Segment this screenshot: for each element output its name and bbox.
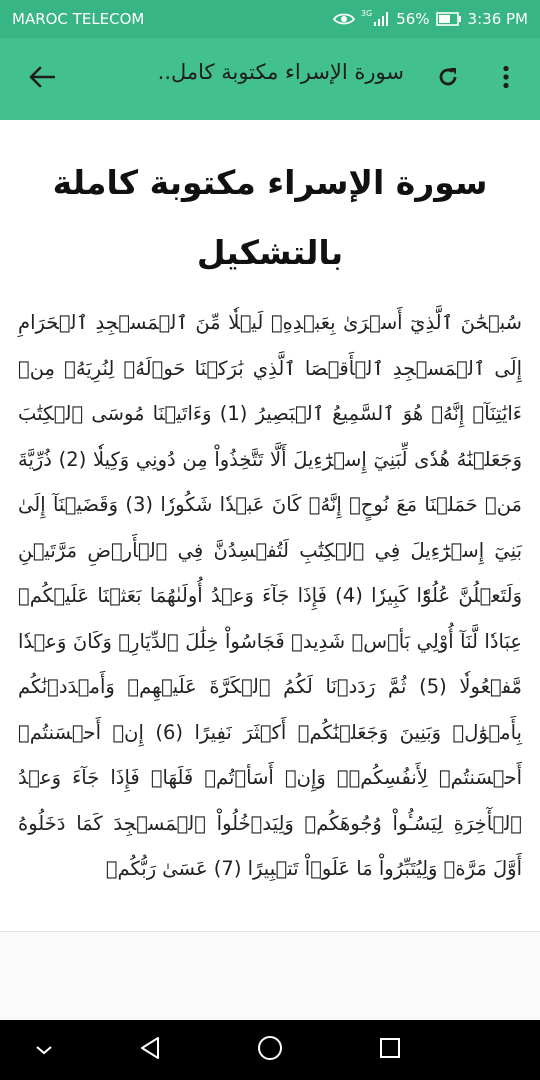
status-icons <box>333 10 528 28</box>
eye-icon <box>333 12 355 26</box>
network-type: 3G <box>360 8 373 18</box>
overflow-menu-button[interactable] <box>478 51 534 107</box>
hide-nav-button[interactable] <box>24 1030 64 1070</box>
chevron-down-icon <box>35 1041 53 1060</box>
clock: 3:36 PM <box>467 10 528 28</box>
signal-icon <box>374 12 390 26</box>
refresh-button[interactable] <box>420 51 476 107</box>
back-arrow-icon <box>29 66 55 92</box>
article-view[interactable] <box>0 120 540 932</box>
home-circle-icon <box>257 1035 283 1065</box>
article-title: سورة الإسراء مكتوبة كاملة بالتشكيل <box>52 163 488 272</box>
back-triangle-icon <box>139 1036 161 1064</box>
battery-icon <box>436 12 462 26</box>
status-bar <box>0 0 540 38</box>
article-body: سُبۡحَٰنَ ٱلَّذِيٓ أَسۡرَىٰ بِعَبۡدِهِۦ لَيۡلٗا مِّنَ ٱلۡمَسۡجِدِ ٱلۡحَرَامِ إِلَى ٱلۡمَسۡجِدِ ٱلۡأَقۡصَا ٱلَّذِي بَٰرَكۡنَا حَوۡلَهُۥ لِنُرِيَهُۥ مِنۡ ءَايَٰتِنَآۚ إِنَّهُۥ هُوَ ٱلسَّمِيعُ ٱلۡبَصِيرُ (1) وَءَاتَيۡنَا مُوسَى ٱلۡكِتَٰبَ وَجَعَلۡنَٰهُ هُدٗى لِّبَنِيٓ إِسۡرَٰٓءِيلَ أَلَّا تَتَّخِذُواْ مِن دُونِي وَكِيلٗا (2) ذُرِّيَّةَ مَنۡ حَمَلۡنَا مَعَ نُوحٍۚ إِنَّهُۥ كَانَ عَبۡدٗا شَكُورٗا (3) وَقَضَيۡنَآ إِلَىٰ بَنِيٓ إِسۡرَٰٓءِيلَ فِي ٱلۡكِتَٰبِ لَتُفۡسِدُنَّ فِي ٱلۡأَرۡضِ مَرَّتَيۡنِ وَلَتَعۡلُنَّ عُلُوّٗا كَبِيرٗا (4) فَإِذَا جَآءَ وَعۡدُ أُولَىٰهُمَا بَعَثۡنَا عَلَيۡكُمۡ عِبَادٗا لَّنَآ أُوْلِي بَأۡسٖ شَدِيدٖ فَجَاسُواْ خِلَٰلَ ٱلدِّيَارِۚ وَكَانَ وَعۡدٗا مَّفۡعُولٗا (5) ثُمَّ رَدَدۡنَا لَكُمُ ٱلۡكَرَّةَ عَلَيۡهِمۡ وَأَمۡدَدۡنَٰكُم بِأَمۡوَٰلٖ وَبَنِينَ وَجَعَلۡنَٰكُمۡ أَكۡثَرَ نَفِيرًا (6) إِنۡ أَحۡسَنتُمۡ أَحۡسَنتُمۡ لِأَنفُسِكُمۡۖ وَإِنۡ أَسَأۡتُمۡ فَلَهَاۚ فَإِذَا جَآءَ وَعۡدُ ٱلۡأٓخِرَةِ لِيَسُـُٔواْ وُجُوهَكُمۡ وَلِيَدۡخُلُواْ ٱلۡمَسۡجِدَ كَمَا دَخَلُوهُ أَوَّلَ مَرَّةٖ وَلِيُتَبِّرُواْ مَا عَلَوۡاْ تَتۡبِيرًا (7) عَسَىٰ رَبُّكُمۡ <box>18 311 522 880</box>
battery-percent: 56% <box>396 10 430 28</box>
nav-recents-button[interactable] <box>370 1030 410 1070</box>
nav-home-button[interactable] <box>250 1030 290 1070</box>
app-bar <box>0 38 540 120</box>
carrier-name: MAROC TELECOM <box>12 10 145 28</box>
recents-square-icon <box>379 1037 401 1063</box>
more-vert-icon <box>502 65 510 93</box>
page-title: سورة الإسراء مكتوبة كامل.. <box>157 60 404 84</box>
refresh-icon <box>436 65 460 93</box>
back-button[interactable] <box>14 51 70 107</box>
blank-area <box>0 932 540 1020</box>
nav-back-button[interactable] <box>130 1030 170 1070</box>
navigation-bar <box>0 1020 540 1080</box>
